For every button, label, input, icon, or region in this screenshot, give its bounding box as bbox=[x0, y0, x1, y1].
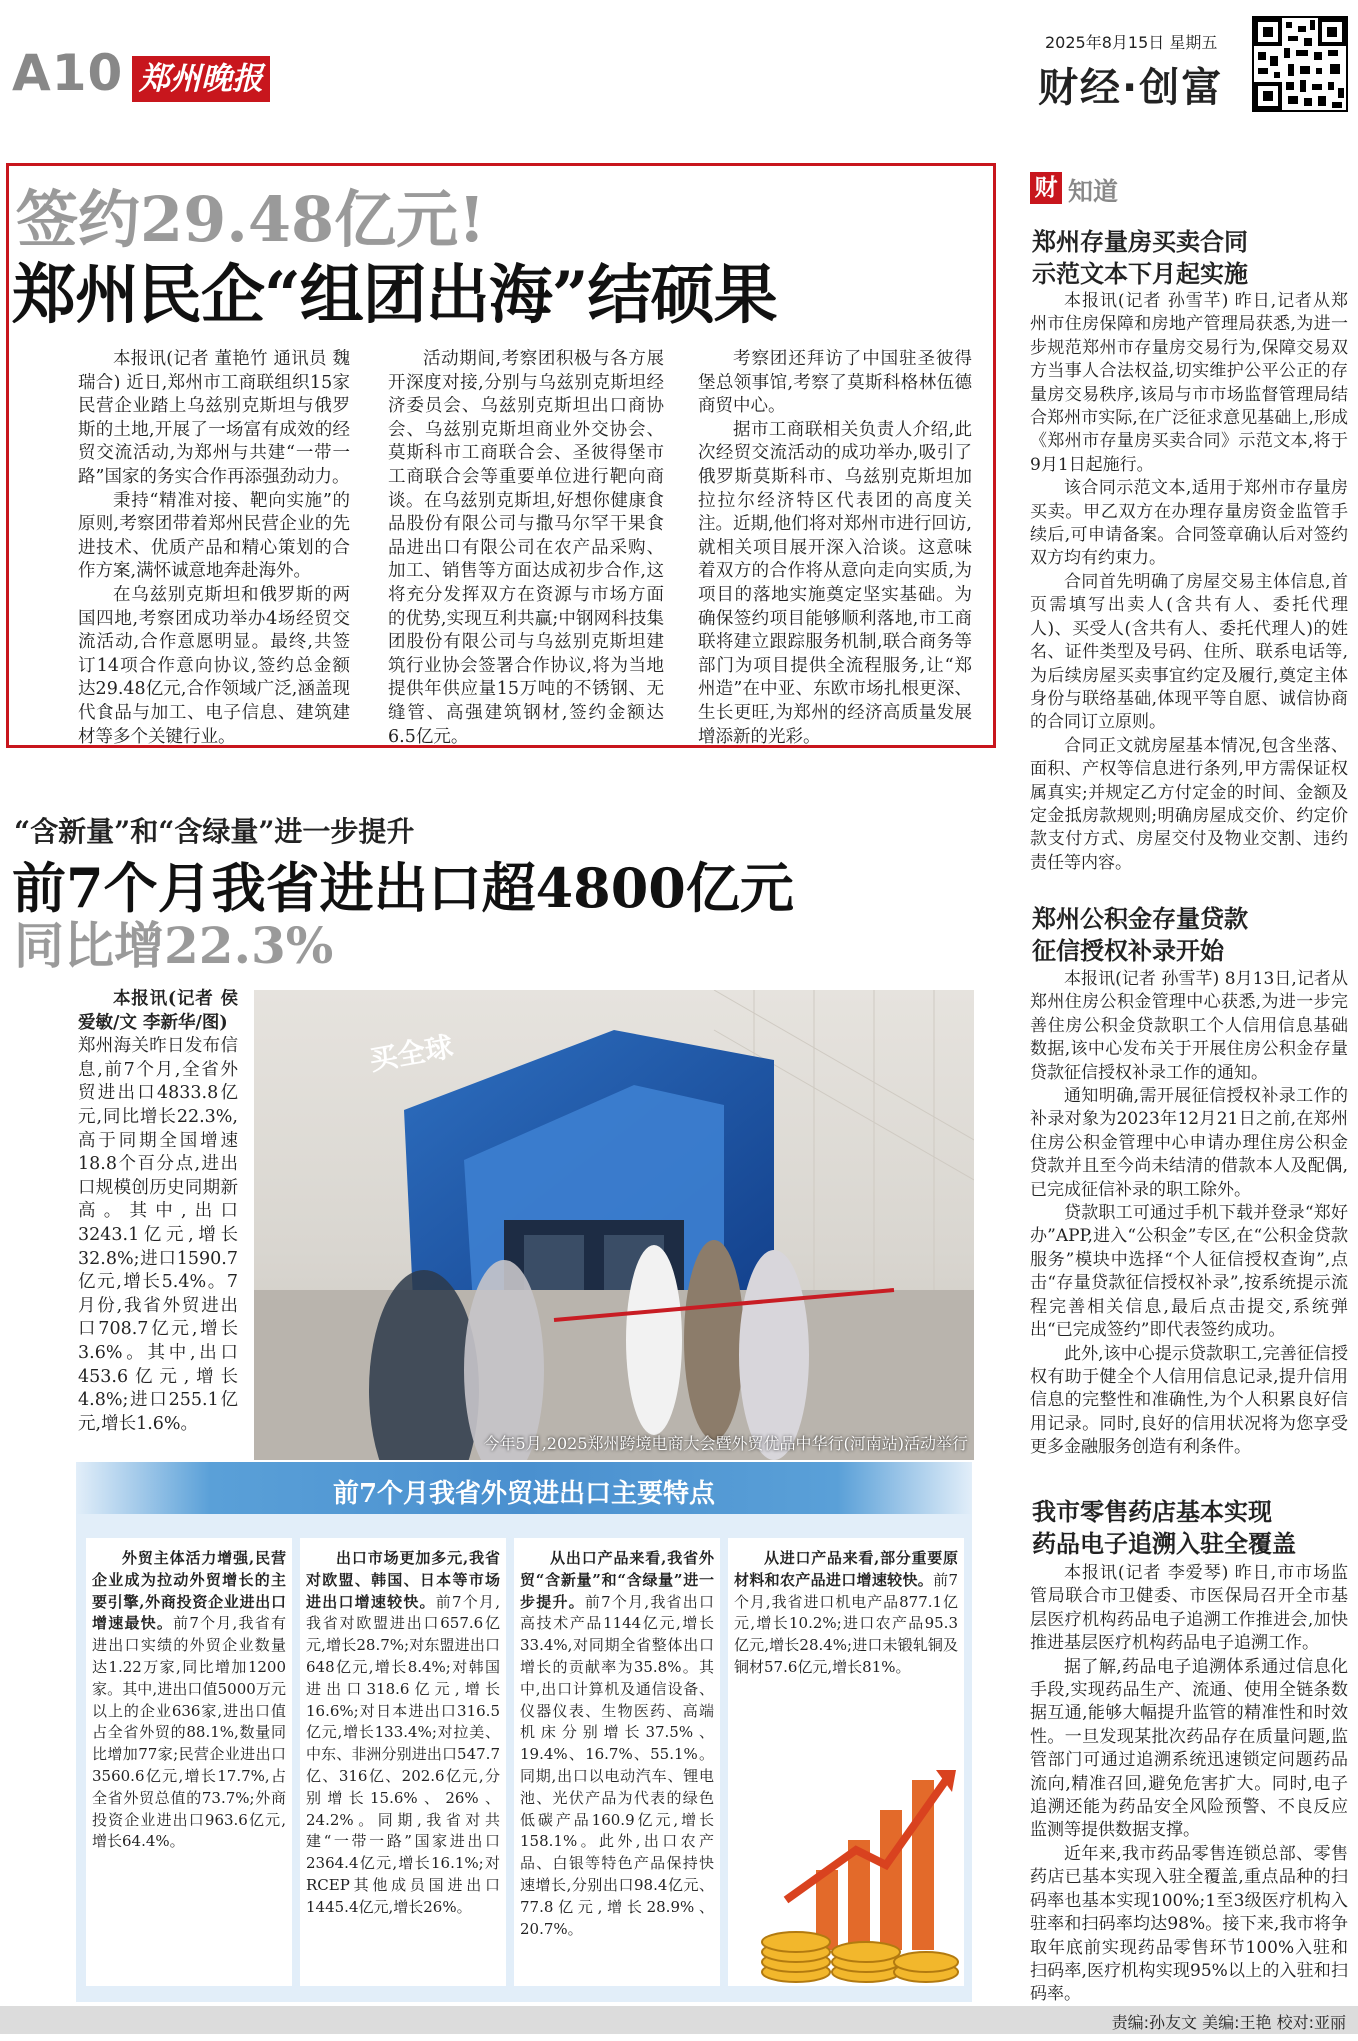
feature-lead: 从进口产品来看,部分重要原材料和农产品进口增速较快。 bbox=[734, 1549, 958, 1589]
coins-growth-illustration bbox=[756, 1740, 964, 1986]
sidebar-article-2-body bbox=[1030, 968, 1348, 1460]
newspaper-logo: 郑州晚报 bbox=[132, 56, 270, 102]
lead-paragraph: 本报讯(记者 董艳竹 通讯员 魏瑞合) 近日,郑州市工商联组织15家民营企业踏上乌兹别克斯坦与俄罗斯的土地,开展了一场富有成效的经贸交流活动,为郑州与共建“一带一路”国家的务实合作再添强劲动力。 bbox=[78, 349, 350, 487]
title-line: 征信授权补录开始 bbox=[1032, 936, 1224, 965]
feature-lead: 出口市场更加多元,我省对欧盟、韩国、日本等市场进出口增速较快。 bbox=[306, 1549, 500, 1611]
sidebar-article-3-title bbox=[1032, 1496, 1296, 1560]
feature-text-1 bbox=[92, 1548, 286, 1853]
issue-date: 2025年8月15日 星期五 bbox=[1045, 33, 1218, 52]
trade-headline-sub: 同比增22.3% bbox=[14, 916, 334, 975]
sidebar-paragraph: 本报讯(记者 孙雪芊) 昨日,记者从郑州市住房保障和房地产管理局获悉,为进一步规范郑州市存量房交易行为,保障交易双方当事人合法权益,切实维护公平公正的存量房交易秩序,该局与市市场监督管理局结合郑州市实际,在广泛征求意见基础上,形成《郑州市存量房买卖合同》示范文本,将于9月1日起施行。 bbox=[1030, 291, 1348, 475]
feature-body: 前7个月,我省有进出口实绩的外贸企业数量达1.22万家,同比增加1200家。其中,进出口值5000万元以上的企业636家,进出口值占全省外贸的88.1%,数量同比增加77家;民营企业进出口3560.6亿元,增长17.7%,占全省外贸总值的73.7%;外商投资企业进出口963.6亿元,增长64.4%。 bbox=[92, 1614, 286, 1851]
lead-headline-top: 签约29.48亿元! bbox=[16, 183, 486, 256]
sidebar-paragraph: 本报讯(记者 孙雪芊) 8月13日,记者从郑州住房公积金管理中心获悉,为进一步完善住房公积金贷款职工个人信用信息基础数据,该中心发布关于开展住房公积金存量贷款征信授权补录工作的通知。 bbox=[1030, 969, 1348, 1083]
lead-column-2 bbox=[388, 348, 664, 749]
trade-body-text: 郑州海关昨日发布信息,前7个月,全省外贸进出口4833.8亿元,同比增长22.3%,高于同期全国增速18.8个百分点,进出口规模创历史同期新高。其中,出口3243.1亿元,增长32.8%;进口1590.7亿元,增长5.4%。7月份,我省外贸进出口708.7亿元,增长3.6%。其中,出口453.6亿元,增长4.8%;进口255.1亿元,增长1.6%。 bbox=[78, 1036, 238, 1434]
feature-body: 前7个月,我省对欧盟进出口657.6亿元,增长28.7%;对东盟进出口648亿元,增长8.4%;对韩国进出口318.6亿元,增长16.6%;对日本进出口316.5亿元,增长133.4%;对拉美、中东、非洲分别进出口547.7亿、316亿、202.6亿元,分别增长15.6%、26%、24.2%。同期,我省对共建“一带一路”国家进出口2364.4亿元,增长16.1%;对RCEP其他成员国进出口1445.4亿元,增长26%。 bbox=[306, 1592, 500, 1916]
sidebar-paragraph: 贷款职工可通过手机下载并登录“郑好办”APP,进入“公积金”专区,在“公积金贷款服务”模块中选择“个人征信授权查询”,点击“存量贷款征信授权补录”,按系统提示流程完善相关信息,最后点击提交,系统弹出“已完成签约”即代表签约成功。 bbox=[1030, 1203, 1348, 1341]
lead-paragraph: 考察团还拜访了中国驻圣彼得堡总领事馆,考察了莫斯科格林伍德商贸中心。 bbox=[698, 349, 972, 417]
page-number: A10 bbox=[12, 44, 124, 102]
sidebar-paragraph: 此外,该中心提示贷款职工,完善征信授权有助于健全个人信用信息记录,提升信用信息的完整性和准确性,为个人积累良好信用记录。同时,良好的信用状况将为您享受更多金融服务创造有利条件。 bbox=[1030, 1343, 1348, 1458]
feature-text-4 bbox=[734, 1548, 958, 1679]
trade-body bbox=[78, 988, 238, 1436]
lead-column-1 bbox=[78, 348, 350, 749]
photo-caption: 今年5月,2025郑州跨境电商大会暨外贸优品中华行(河南站)活动举行 bbox=[483, 1434, 968, 1453]
trade-kicker: “含新量”和“含绿量”进一步提升 bbox=[14, 815, 415, 848]
footer-credits: 责编:孙友文 美编:王艳 校对:亚丽 bbox=[1111, 2013, 1346, 2032]
sidebar-paragraph: 近年来,我市药品零售连锁总部、零售药店已基本实现入驻全覆盖,重点品种的扫码率也基本实现100%;1至3级医疗机构入驻率和扫码率均达98%。接下来,我市将争取年底前实现药品零售环节100%入驻和扫码率,医疗机构实现95%以上的入驻和扫码率。 bbox=[1030, 1843, 1348, 2005]
lead-headline-main: 郑州民企“组团出海”结硕果 bbox=[12, 258, 777, 333]
sidebar-paragraph: 该合同示范文本,适用于郑州市存量房买卖。甲乙双方在办理存量房资金监管手续后,可申请备案。合同签章确认后对签约双方均有约束力。 bbox=[1030, 478, 1348, 569]
sidebar-brand-badge: 财 bbox=[1030, 172, 1062, 204]
lead-paragraph: 据市工商联相关负责人介绍,此次经贸交流活动的成功举办,吸引了俄罗斯莫斯科市、乌兹别克斯坦加拉拉尔经济特区代表团的高度关注。近期,他们将对郑州市进行回访,就相关项目展开深入洽谈。这意味着双方的合作将从意向走向实质,为项目的落地实施奠定坚实基础。为确保签约项目能够顺利落地,市工商联将建立跟踪服务机制,联合商务等部门为项目提供全流程服务,让“郑州造”在中亚、东欧市场扎根更深、生长更旺,为郑州的经济高质量发展增添新的光彩。 bbox=[698, 419, 972, 747]
title-line: 药品电子追溯入驻全覆盖 bbox=[1032, 1529, 1296, 1558]
feature-text-3 bbox=[520, 1548, 714, 1940]
sidebar-brand-text: 知道 bbox=[1068, 177, 1119, 206]
title-line: 郑州存量房买卖合同 bbox=[1032, 227, 1248, 256]
sidebar-paragraph: 通知明确,需开展征信授权补录工作的补录对象为2023年12月21日之前,在郑州住房公积金管理中心申请办理住房公积金贷款并且至今尚未结清的借款本人及配偶,已完成征信补录的职工除外。 bbox=[1030, 1086, 1348, 1200]
title-line: 郑州公积金存量贷款 bbox=[1032, 904, 1248, 933]
feature-lead: 外贸主体活力增强,民营企业成为拉动外贸增长的主要引擎,外商投资企业进出口增速最快。 bbox=[92, 1549, 286, 1633]
trade-headline-main: 前7个月我省进出口超4800亿元 bbox=[12, 856, 794, 920]
lead-column-3 bbox=[698, 348, 972, 749]
qr-code-icon[interactable] bbox=[1252, 16, 1348, 112]
feature-body: 前7个月,我省进口机电产品877.1亿元,增长10.2%;进口农产品95.3亿元,增长28.4%;进口未锻轧铜及铜材57.6亿元,增长81%。 bbox=[734, 1570, 958, 1676]
feature-text-2 bbox=[306, 1548, 500, 1919]
photo-sign: 买全球 bbox=[367, 1029, 456, 1078]
lead-paragraph: 在乌兹别克斯坦和俄罗斯的两国四地,考察团成功举办4场经贸交流活动,合作意愿明显。最终,共签订14项合作意向协议,签约总金额达29.48亿元,合作领域广泛,涵盖现代食品与加工、电子信息、建筑建材等多个关键行业。 bbox=[78, 584, 350, 747]
trade-feature-title: 前7个月我省外贸进出口主要特点 bbox=[332, 1479, 716, 1509]
feature-body: 前7个月,我省出口高技术产品1144亿元,增长33.4%,对同期全省整体出口增长的贡献率为35.8%。其中,出口计算机及通信设备、仪器仪表、生物医药、高端机床分别增长37.5%、19.4%、16.7%、55.1%。同期,出口以电动汽车、锂电池、光伏产品为代表的绿色低碳产品160.9亿元,增长158.1%。此外,出口农产品、白银等特色产品保持快速增长,分别出口98.4亿元、77.8亿元,增长28.9%、20.7%。 bbox=[520, 1592, 714, 1938]
sidebar-paragraph: 据了解,药品电子追溯体系通过信息化手段,实现药品生产、流通、使用全链条数据互通,能够大幅提升监管的精准性和时效性。一旦发现某批次药品存在质量问题,监管部门可通过追溯系统迅速锁定问题药品流向,精准召回,避免危害扩大。同时,电子追溯还能为药品安全风险预警、不良反应监测等提供数据支撑。 bbox=[1030, 1656, 1348, 1841]
title-line: 我市零售药店基本实现 bbox=[1032, 1497, 1272, 1526]
sidebar-article-1-title bbox=[1032, 226, 1248, 290]
sidebar-article-1-body bbox=[1030, 290, 1348, 875]
expo-photo bbox=[254, 990, 974, 1460]
sidebar-paragraph: 合同正文就房屋基本情况,包含坐落、面积、产权等信息进行条列,甲方需保证权属真实;并规定乙方付定金的时间、金额及定金抵房款规则;明确房屋成交价、约定价款支付方式、房屋交付及物业交割、违约责任等内容。 bbox=[1030, 735, 1348, 873]
sidebar-article-3-body bbox=[1030, 1562, 1348, 2007]
title-line: 示范文本下月起实施 bbox=[1032, 259, 1248, 288]
sidebar-paragraph: 本报讯(记者 李爱琴) 昨日,市市场监管局联合市卫健委、市医保局召开全市基层医疗机构药品电子追溯工作推进会,加快推进基层医疗机构药品电子追溯工作。 bbox=[1030, 1563, 1348, 1654]
sidebar-article-2-title bbox=[1032, 903, 1248, 967]
lead-paragraph: 活动期间,考察团积极与各方展开深度对接,分别与乌兹别克斯坦经济委员会、乌兹别克斯坦出口商协会、乌兹别克斯坦商业外交协会、莫斯科市工商联合会、圣彼得堡市工商联合会等重要单位进行靶向商谈。在乌兹别克斯坦,好想你健康食品股份有限公司与撒马尔罕干果食品进出口有限公司在农产品采购、加工、销售等方面达成初步合作,这将充分发挥双方在资源与市场方面的优势,实现互利共赢;中钢网科技集团股份有限公司与乌兹别克斯坦建筑行业协会签署合作协议,将为当地提供年供应量15万吨的不锈钢、无缝管、高强建筑钢材,签约金额达6.5亿元。 bbox=[388, 349, 664, 747]
trade-byline: 本报讯(记者 侯爱敏/文 李新华/图) bbox=[78, 989, 238, 1033]
feature-lead: 从出口产品来看,我省外贸“含新量”和“含绿量”进一步提升。 bbox=[520, 1549, 714, 1611]
lead-paragraph: 秉持“精准对接、靶向实施”的原则,考察团带着郑州民营企业的先进技术、优质产品和精心策划的合作方案,满怀诚意地奔赴海外。 bbox=[78, 490, 350, 582]
section-title: 财经·创富 bbox=[1038, 65, 1224, 111]
sidebar-paragraph: 合同首先明确了房屋交易主体信息,首页需填写出卖人(含共有人、委托代理人)、买受人(含共有人、委托代理人)的姓名、证件类型及号码、住所、联系电话等,为后续房屋买卖事宜约定及履行,奠定主体身份与联络基础,体现平等自愿、诚信协商的合同订立原则。 bbox=[1030, 571, 1348, 733]
